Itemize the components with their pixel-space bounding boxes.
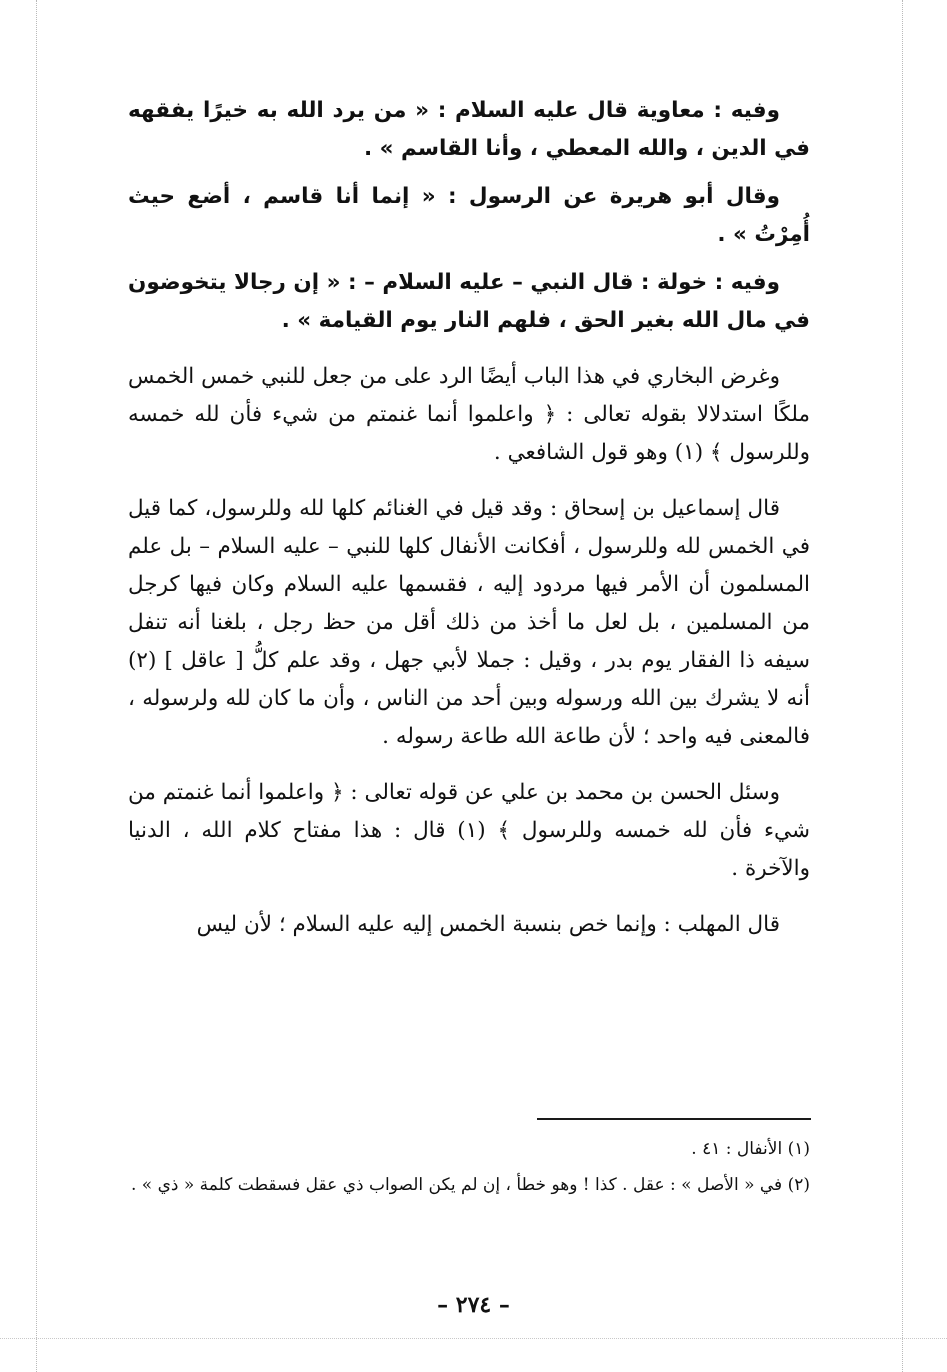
footnote-1: (١) الأنفال : ٤١ . bbox=[691, 1139, 810, 1159]
main-text bbox=[128, 92, 810, 962]
footnote-separator bbox=[537, 1118, 811, 1120]
scan-guide-bottom bbox=[0, 1338, 947, 1339]
paragraph-abu-hurayra-hadith: وقال أبو هريرة عن الرسول : « إنما أنا قاسم ، أضع حيث أُمِرْتُ » . bbox=[128, 184, 810, 247]
scan-guide-left bbox=[36, 0, 37, 1372]
footnote-2: (٢) في « الأصل » : عقل . كذا ! وهو خطأ ، إن لم يكن الصواب ذي عقل فسقطت كلمة « ذي » . bbox=[130, 1175, 810, 1195]
paragraph-muawiya-hadith: وفيه : معاوية قال عليه السلام : « من يرد الله به خيرًا يفقهه في الدين ، والله المعطي ، وأنا القاسم » . bbox=[128, 98, 810, 161]
page-number: – ٢٧٤ – bbox=[437, 1292, 510, 1318]
paragraph-khawla-hadith: وفيه : خولة : قال النبي – عليه السلام – : « إن رجالا يتخوضون في مال الله بغير الحق ، فلهم النار يوم القيامة » . bbox=[128, 270, 810, 333]
scan-guide-right bbox=[902, 0, 903, 1372]
paragraph-muhallab: قال المهلب : وإنما خص بنسبة الخمس إليه عليه السلام ؛ لأن ليس bbox=[196, 912, 780, 937]
paragraph-hasan-ibn-muhammad: وسئل الحسن بن محمد بن علي عن قوله تعالى : ﴿ واعلموا أنما غنمتم من شيء فأن لله خمسه وللرسول ﴾ (١) قال : هذا مفتاح كلام الله ، الدنيا والآخرة . bbox=[128, 780, 810, 881]
paragraph-ismail-ibn-ishaq: قال إسماعيل بن إسحاق : وقد قيل في الغنائم كلها لله وللرسول، كما قيل في الخمس لله وللرسول ، أفكانت الأنفال كلها للنبي – عليه السلام – بل علم المسلمون أن الأمر فيها مردود إليه ، فقسمها عليه السلام وكان فيها كرجل من المسلمين ، بل لعل ما أخذ من ذلك أقل من حظ رجل ، بلغنا أنه تنفل سيفه ذا الفقار يوم بدر ، وقيل : جملا لأبي جهل ، وقد علم كلُّ [ عاقل ] (٢) أنه لا يشرك بين الله ورسوله وبين أحد من الناس ، وأن ما كان لله ولرسوله ، فالمعنى فيه واحد ؛ لأن طاعة الله طاعة رسوله . bbox=[128, 496, 810, 749]
paragraph-bukhari-purpose: وغرض البخاري في هذا الباب أيضًا الرد على من جعل للنبي خمس الخمس ملكًا استدلالا بقوله تعالى : ﴿ واعلموا أنما غنمتم من شيء فأن لله خمسه وللرسول ﴾ (١) وهو قول الشافعي . bbox=[128, 364, 810, 465]
footnotes bbox=[128, 1134, 810, 1206]
